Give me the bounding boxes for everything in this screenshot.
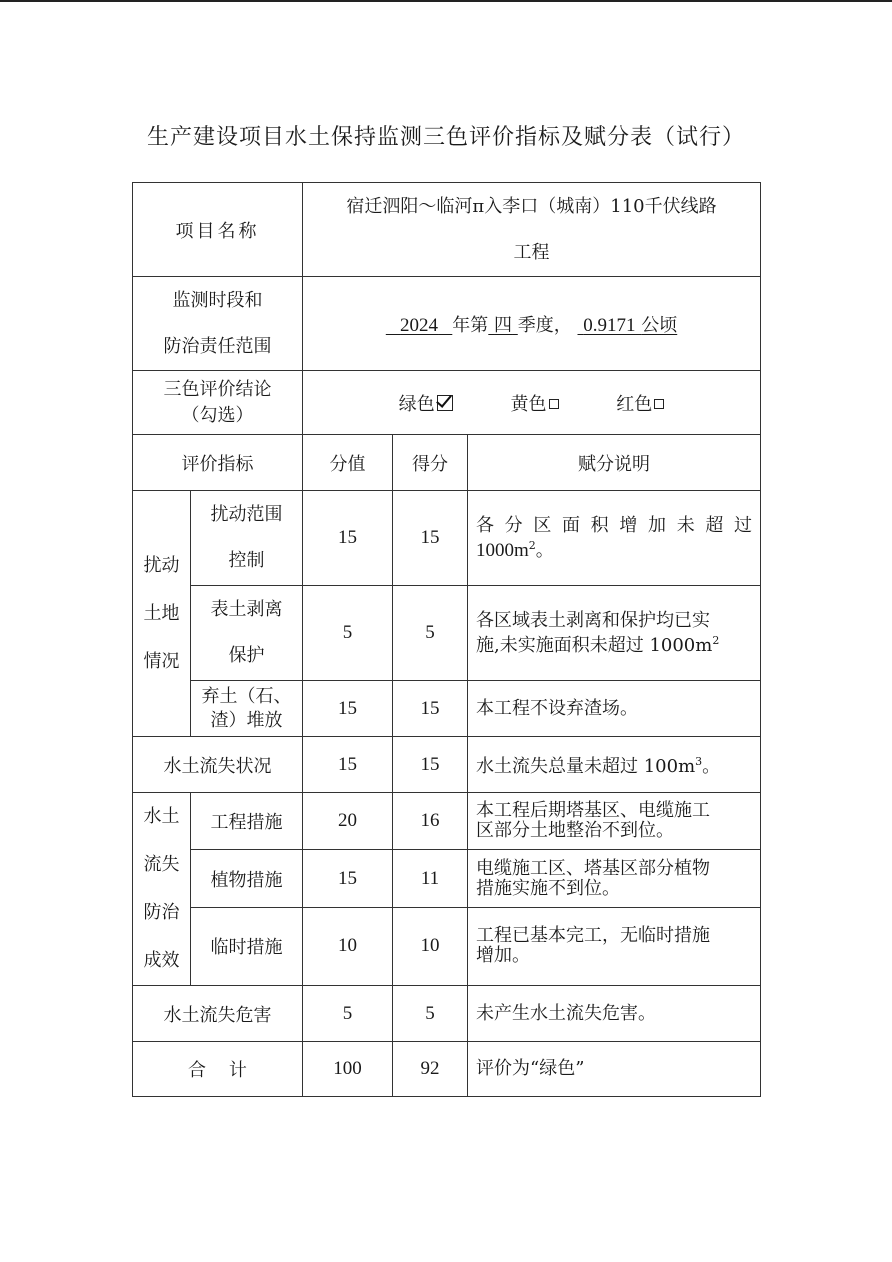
empty-checkbox-icon[interactable] [549, 399, 559, 409]
option-yellow[interactable]: 黄色 [511, 394, 559, 415]
indicator-name: 扰动范围 控制 [191, 491, 303, 586]
obtained-cell: 15 [393, 681, 468, 737]
project-value-line2: 工程 [513, 241, 550, 263]
indicator-name: 临时措施 [191, 907, 303, 985]
obtained-cell: 5 [393, 586, 468, 681]
period-label-line2: 防治责任范围 [163, 335, 272, 357]
period-value [303, 277, 761, 371]
indicator-name: 水土流失危害 [133, 986, 303, 1042]
obtained-cell: 10 [393, 907, 468, 985]
indicator-name: 表土剥离 保护 [191, 586, 303, 681]
document-title: 生产建设项目水土保持监测三色评价指标及赋分表（试行） [146, 125, 745, 150]
year-value: 2024 [400, 314, 439, 336]
score-cell: 15 [303, 681, 393, 737]
option-red[interactable]: 红色 [616, 394, 664, 415]
score-cell: 5 [303, 986, 393, 1042]
period-label [133, 277, 303, 371]
indicator-name: 弃土（石、 渣）堆放 [191, 681, 303, 737]
group-disturb-label: 扰动 土地 情况 [133, 491, 191, 737]
total-obtained: 92 [393, 1042, 468, 1097]
quarter-value: 四 [494, 314, 513, 336]
quarter-suffix: 季度， [517, 314, 572, 336]
table-row [133, 850, 761, 907]
area-value: 0.9171 公顷 [583, 314, 678, 336]
total-row [133, 1042, 761, 1097]
explanation-cell: 未产生水土流失危害。 [468, 986, 761, 1042]
project-value-line1: 宿迁泗阳～临河π入李口（城南）110千伏线路 [346, 195, 717, 217]
project-row [133, 183, 761, 277]
table-row [133, 986, 761, 1042]
indicator-name: 工程措施 [191, 793, 303, 850]
score-cell: 15 [303, 737, 393, 793]
color-options [303, 371, 761, 435]
total-explanation: 评价为“绿色” [468, 1042, 761, 1097]
group-prevention-label: 水土 流失 防治 成效 [133, 793, 191, 986]
table-row [133, 907, 761, 985]
checked-checkbox-icon[interactable] [437, 395, 453, 411]
empty-checkbox-icon[interactable] [654, 399, 664, 409]
score-cell: 5 [303, 586, 393, 681]
conclusion-row [133, 371, 761, 435]
table-row [133, 491, 761, 586]
table-row [133, 586, 761, 681]
obtained-cell: 15 [393, 491, 468, 586]
table-row [133, 793, 761, 850]
score-cell: 10 [303, 907, 393, 985]
explanation-cell: 各区域表土剥离和保护均已实 施,未实施面积未超过 $1000m^2$ [468, 586, 761, 681]
obtained-cell: 16 [393, 793, 468, 850]
year-suffix: 年第 [452, 314, 489, 336]
project-label: 项目名称 [133, 183, 303, 277]
conclusion-label-line2: （勾选） [181, 404, 254, 426]
period-row [133, 277, 761, 371]
indicator-name: 水土流失状况 [133, 737, 303, 793]
top-border-line [0, 0, 892, 2]
score-cell: 20 [303, 793, 393, 850]
period-label-line1: 监测时段和 [172, 289, 263, 311]
explanation-cell: 工程已基本完工，无临时措施 增加。 [468, 907, 761, 985]
explanation-cell: 本工程后期塔基区、电缆施工 区部分土地整治不到位。 [468, 793, 761, 850]
header-obtained: 得分 [393, 435, 468, 491]
header-score: 分值 [303, 435, 393, 491]
header-explanation: 赋分说明 [468, 435, 761, 491]
option-green[interactable]: 绿色 [399, 394, 453, 415]
explanation-cell: 本工程不设弃渣场。 [468, 681, 761, 737]
score-cell: 15 [303, 491, 393, 586]
explanation-cell: 水土流失总量未超过 $100m^3$。 [468, 737, 761, 793]
header-indicator: 评价指标 [133, 435, 303, 491]
total-score: 100 [303, 1042, 393, 1097]
header-row [133, 435, 761, 491]
conclusion-label-line1: 三色评价结论 [163, 378, 272, 400]
obtained-cell: 5 [393, 986, 468, 1042]
score-cell: 15 [303, 850, 393, 907]
conclusion-label [133, 371, 303, 435]
evaluation-table [132, 182, 761, 1097]
table-row [133, 737, 761, 793]
explanation-cell: 各分区面积增加未超过 $1000m^2$。 [468, 491, 761, 586]
indicator-name: 植物措施 [191, 850, 303, 907]
obtained-cell: 11 [393, 850, 468, 907]
total-label: 合 计 [133, 1042, 303, 1097]
table-row [133, 681, 761, 737]
project-value [303, 183, 761, 277]
obtained-cell: 15 [393, 737, 468, 793]
explanation-cell: 电缆施工区、塔基区部分植物 措施实施不到位。 [468, 850, 761, 907]
